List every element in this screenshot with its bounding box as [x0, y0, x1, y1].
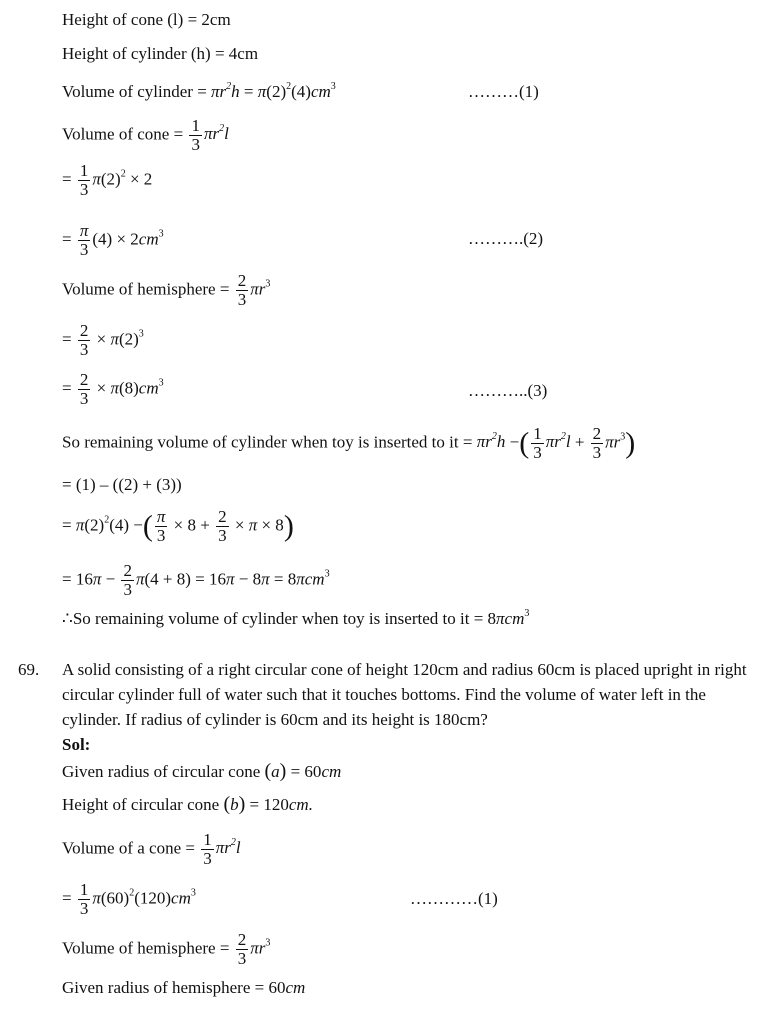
hemisphere-radius-label: Given radius of hemisphere — [62, 978, 251, 997]
equation-ref-1: ………(1) — [468, 82, 539, 101]
question-number: 69. — [18, 660, 40, 679]
question-text: A solid consisting of a right circular cone of height 120cm and radius 60cm is placed upright in right circular cylinder full of water such that it touches bottoms. Find the volume of water left in the cylinder. If radius of cylinder is 60cm and its height is 180cm? — [62, 660, 747, 729]
cone-volume-step-1: = $\frac{1}{3}$ $\pi(2)^2 \times 2$ — [62, 161, 153, 199]
cone-radius-line: Given radius of circular cone (a) = 60cm — [62, 760, 342, 782]
cone-volume-step-q69: = $\frac{1}{3}$ $\pi(60)^2(120)cm^3$ — [62, 880, 196, 918]
cone-volume-label-2: Volume of a cone — [62, 838, 182, 858]
hemisphere-volume-step-2: = $\frac{2}{3}$ × $\pi(8)cm^3$ — [62, 370, 164, 408]
remaining-volume-result-line: ∴So remaining volume of cylinder when toy is inserted to it = 8πcm$^3$ — [62, 608, 530, 628]
cylinder-height-line — [62, 43, 258, 65]
cone-height-line-2: Height of circular cone (b) = 120cm. — [62, 793, 313, 815]
hemisphere-radius-line: Given radius of hemisphere = 60cm — [62, 978, 306, 997]
hemisphere-volume-line-2: Volume of hemisphere = $\frac{2}{3}$ $\pi r^3$ — [62, 930, 271, 968]
hemisphere-volume-label-2: Volume of hemisphere — [62, 938, 216, 958]
remaining-volume-formula-line: So remaining volume of cylinder when toy is inserted to it = $\pi r^2h$ −( $\frac{1}{3}$ $\pi r^2l$ + $\frac{2}{3}$ $\pi r^3$) — [62, 424, 636, 462]
cone-height-text: Height of cone (l) = 2cm — [62, 10, 231, 29]
cone-radius-label: Given radius of circular cone — [62, 762, 261, 781]
remaining-volume-result-label: So remaining volume of cylinder when toy is inserted to it — [72, 609, 470, 628]
remaining-volume-refs-line — [62, 474, 182, 496]
remaining-volume-label: So remaining volume of cylinder when toy is inserted to it — [62, 432, 459, 452]
cone-volume-line: Volume of cone = $\frac{1}{3}$ $\pi r^2l$ — [62, 116, 229, 154]
hemisphere-volume-step-1: = $\frac{2}{3}$ × $\pi(2)^3$ — [62, 321, 144, 359]
cone-volume-line-2: Volume of a cone = $\frac{1}{3}$ $\pi r^2l$ — [62, 830, 241, 868]
solution-label: Sol: — [62, 735, 91, 754]
cylinder-volume-line: Volume of cylinder = $\pi r^2h = \pi(2)^2(4)cm^3$ — [62, 81, 336, 101]
cone-height-label-2: Height of circular cone — [62, 795, 220, 814]
equation-ref-2: ……….(2) — [468, 229, 544, 248]
hemisphere-volume-line: Volume of hemisphere = $\frac{2}{3}$ $\pi r^3$ — [62, 271, 271, 309]
cylinder-height-text: Height of cylinder (h) = 4cm — [62, 44, 259, 63]
remaining-volume-refs: = (1) – ((2) + (3)) — [62, 475, 182, 494]
therefore-symbol: ∴ — [62, 609, 73, 628]
cone-volume-label: Volume of cone — [62, 124, 170, 144]
remaining-volume-step-2: = 16π − $\frac{2}{3}$ π(4 + 8) = 16π − 8π = 8πcm$^3$ — [62, 561, 330, 599]
cone-height-line — [62, 9, 231, 31]
equation-ref-3: ………..(3) — [468, 381, 548, 400]
cone-volume-step-2: = $\frac{\pi}{3}$ $(4) \times 2cm^3$ — [62, 221, 164, 259]
hemisphere-volume-label: Volume of hemisphere — [62, 279, 216, 299]
cylinder-volume-label: Volume of cylinder — [62, 82, 193, 101]
remaining-volume-step-1: = $\pi(2)^2(4)$ −( $\frac{\pi}{3}$ × 8 + $\frac{2}{3}$ × π × 8) — [62, 507, 294, 545]
equation-ref-q69-1: …………(1) — [410, 889, 498, 908]
